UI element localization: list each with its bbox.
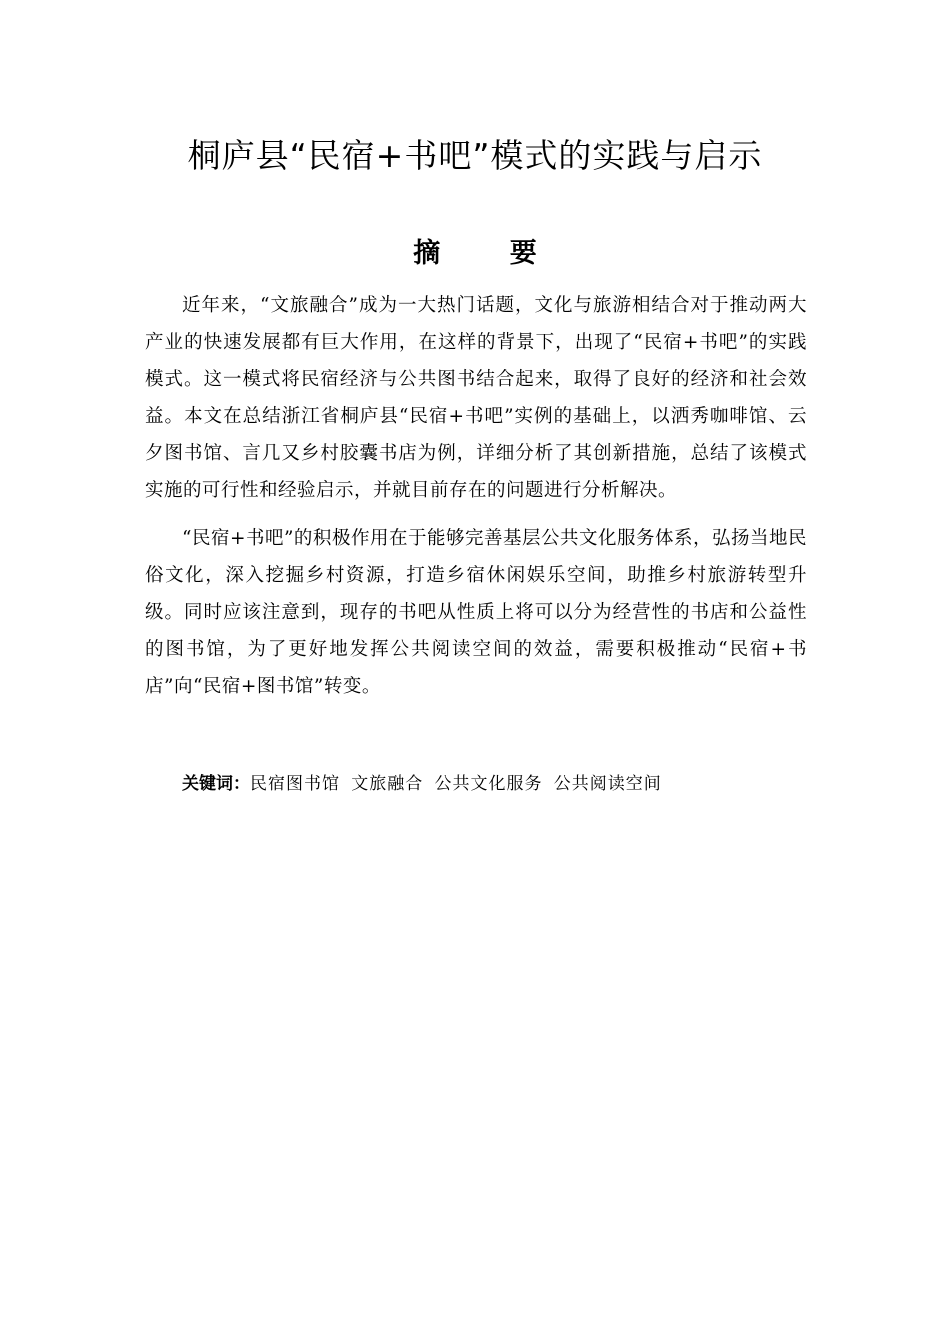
keywords-values: 民宿图书馆 文旅融合 公共文化服务 公共阅读空间 <box>250 774 662 794</box>
abstract-paragraph-1: 近年来，“文旅融合”成为一大热门话题，文化与旅游相结合对于推动两大产业的快速发展都有巨大作用，在这样的背景下，出现了“民宿+书吧”的实践模式。这一模式将民宿经济与公共图书结合起来，取得了良好的经济和社会效益。本文在总结浙江省桐庐县“民宿+书吧”实例的基础上，以洒秀咖啡馆、云夕图书馆、言几又乡村胶囊书店为例，详细分析了其创新措施，总结了该模式实施的可行性和经验启示，并就目前存在的问题进行分析解决。 <box>145 295 807 501</box>
document-title: 桐庐县“民宿+书吧”模式的实践与启示 <box>187 136 763 175</box>
keywords-line <box>182 768 822 800</box>
abstract-paragraph-2: “民宿+书吧”的积极作用在于能够完善基层公共文化服务体系，弘扬当地民俗文化，深入挖掘乡村资源，打造乡宿休闲娱乐空间，助推乡村旅游转型升级。同时应该注意到，现存的书吧从性质上将可以分为经营性的书店和公益性的图书馆，为了更好地发挥公共阅读空间的效益，需要积极推动“民宿+书店”向“民宿+图书馆”转变。 <box>145 528 807 697</box>
keywords-label: 关键词： <box>182 774 250 794</box>
abstract-heading: 摘 要 <box>413 238 567 269</box>
